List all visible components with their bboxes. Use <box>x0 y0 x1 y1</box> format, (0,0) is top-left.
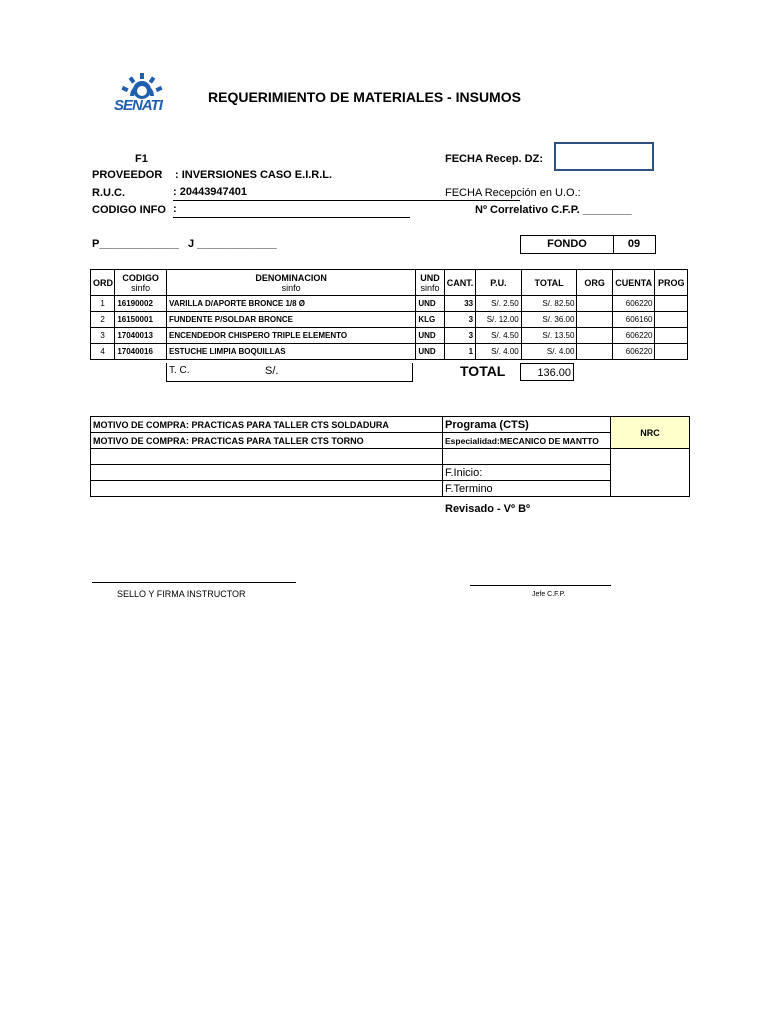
col-prog: PROG <box>655 270 688 296</box>
col-org: ORG <box>577 270 612 296</box>
cell-org <box>577 312 612 328</box>
cell-denominacion: ENCENDEDOR CHISPERO TRIPLE ELEMENTO <box>167 328 416 344</box>
senati-logo <box>112 70 172 120</box>
proveedor-label: PROVEEDOR <box>92 169 163 181</box>
grand-total-value: 136.00 <box>520 363 574 381</box>
nrc-label: NRC <box>611 417 690 449</box>
cell-cant: 33 <box>444 296 475 312</box>
cell-codigo: 16150001 <box>115 312 167 328</box>
fondo-label: FONDO <box>520 235 614 254</box>
f-termino-label: F.Termino <box>443 481 611 497</box>
signature-line-instructor <box>92 582 296 583</box>
fondo-value: 09 <box>613 235 656 254</box>
cell-denominacion: VARILLA D/APORTE BRONCE 1/8 Ø <box>167 296 416 312</box>
cell-org <box>577 328 612 344</box>
logo-text: SENATI <box>114 97 162 114</box>
grand-total-label: TOTAL <box>460 363 506 379</box>
cell-ord: 2 <box>91 312 115 328</box>
cell-org <box>577 296 612 312</box>
cell-prog <box>655 296 688 312</box>
cell-codigo: 16190002 <box>115 296 167 312</box>
cell-und: UND <box>416 328 444 344</box>
table-row <box>91 296 688 312</box>
cell-total: S/. 82.50 <box>521 296 577 312</box>
cell-und: UND <box>416 296 444 312</box>
cell-cuenta: 606220 <box>612 296 655 312</box>
col-denominacion: DENOMINACION sinfo <box>167 270 416 296</box>
empty-cell <box>91 481 443 497</box>
cell-pu: S/. 12.00 <box>476 312 522 328</box>
col-und: UND sinfo <box>416 270 444 296</box>
codigo-info-label: CODIGO INFO <box>92 204 166 216</box>
programa-label: Programa (CTS) <box>443 417 611 433</box>
table-row <box>91 344 688 360</box>
cell-ord: 4 <box>91 344 115 360</box>
cell-cuenta: 606160 <box>612 312 655 328</box>
especialidad-label: Especialidad:MECANICO DE MANTTO <box>443 433 611 449</box>
fecha-recep-uo-label: FECHA Recepción en U.O.: <box>445 187 581 199</box>
col-ord: ORD <box>91 270 115 296</box>
empty-cell <box>91 465 443 481</box>
empty-cell <box>91 449 443 465</box>
fecha-recep-dz-field[interactable] <box>554 142 654 171</box>
correlativo-label: Nº Correlativo C.F.P. ________ <box>475 204 632 216</box>
col-codigo: CODIGO sinfo <box>115 270 167 296</box>
cell-org <box>577 344 612 360</box>
cell-denominacion: ESTUCHE LIMPIA BOQUILLAS <box>167 344 416 360</box>
cell-pu: S/. 2.50 <box>476 296 522 312</box>
ruc-label: R.U.C. <box>92 187 125 199</box>
col-cant: CANT. <box>444 270 475 296</box>
cell-prog <box>655 312 688 328</box>
tc-label: T. C. <box>169 365 190 376</box>
proveedor-value: : INVERSIONES CASO E.I.R.L. <box>175 169 333 181</box>
tc-box <box>166 363 413 382</box>
cell-total: S/. 13.50 <box>521 328 577 344</box>
cell-und: KLG <box>416 312 444 328</box>
f-inicio-label: F.Inicio: <box>443 465 611 481</box>
form-code: F1 <box>135 153 148 165</box>
empty-cell <box>443 449 611 465</box>
cell-codigo: 17040013 <box>115 328 167 344</box>
col-total: TOTAL <box>521 270 577 296</box>
codigo-info-value: : <box>173 203 177 215</box>
cell-total: S/. 36.00 <box>521 312 577 328</box>
signature-instructor-label: SELLO Y FIRMA INSTRUCTOR <box>117 589 246 599</box>
motivo-table <box>90 416 690 497</box>
cell-cant: 1 <box>444 344 475 360</box>
soles-label: S/. <box>265 365 279 377</box>
cell-ord: 3 <box>91 328 115 344</box>
cell-prog <box>655 344 688 360</box>
page-title: REQUERIMIENTO DE MATERIALES - INSUMOS <box>208 89 521 105</box>
items-table <box>90 269 688 360</box>
table-row <box>91 328 688 344</box>
ruc-value: : 20443947401 <box>173 186 248 198</box>
cell-cant: 3 <box>444 312 475 328</box>
signature-jefe-label: Jefe C.F.P. <box>532 591 566 598</box>
col-pu: P.U. <box>476 270 522 296</box>
cell-ord: 1 <box>91 296 115 312</box>
p-field[interactable]: P_____________ <box>92 238 179 250</box>
motivo-compra-2: MOTIVO DE COMPRA: PRACTICAS PARA TALLER CTS TORNO <box>91 433 443 449</box>
items-header-row <box>91 270 688 296</box>
motivo-compra-1: MOTIVO DE COMPRA: PRACTICAS PARA TALLER CTS SOLDADURA <box>91 417 443 433</box>
j-field[interactable]: J _____________ <box>188 238 277 250</box>
col-cuenta: CUENTA <box>612 270 655 296</box>
cell-pu: S/. 4.00 <box>476 344 522 360</box>
cell-cant: 3 <box>444 328 475 344</box>
cell-prog <box>655 328 688 344</box>
nrc-value-cell[interactable] <box>611 449 690 497</box>
cell-cuenta: 606220 <box>612 344 655 360</box>
cell-total: S/. 4.00 <box>521 344 577 360</box>
revisado-label: Revisado - Vº Bº <box>445 503 531 515</box>
codigo-info-field[interactable] <box>173 203 410 218</box>
cell-codigo: 17040016 <box>115 344 167 360</box>
signature-line-jefe <box>470 585 611 586</box>
fecha-recep-dz-label: FECHA Recep. DZ: <box>445 153 543 165</box>
cell-denominacion: FUNDENTE P/SOLDAR BRONCE <box>167 312 416 328</box>
cell-pu: S/. 4.50 <box>476 328 522 344</box>
table-row <box>91 312 688 328</box>
cell-cuenta: 606220 <box>612 328 655 344</box>
cell-und: UND <box>416 344 444 360</box>
